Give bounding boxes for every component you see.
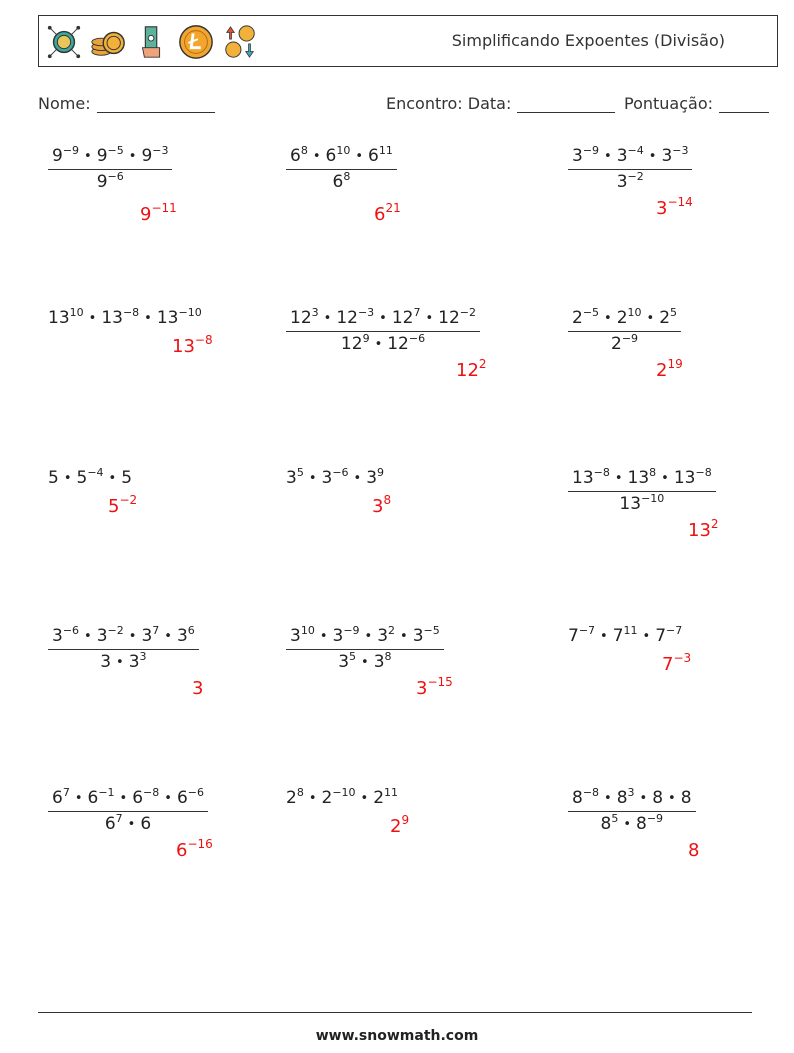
- power-term: $2^5$: [659, 306, 678, 328]
- name-label: Nome:: [38, 94, 91, 113]
- multiply-dot: •: [108, 471, 117, 486]
- multiply-dot: •: [164, 629, 172, 644]
- power-term: $12^9$: [340, 332, 370, 354]
- power-term: $13^{-8}$: [673, 466, 712, 488]
- crypto-coin-network-icon: [45, 23, 83, 61]
- multiply-dot: •: [604, 791, 612, 806]
- denominator: [568, 492, 716, 514]
- answer-power: $2^{19}$: [656, 357, 683, 381]
- power-term: $3^3$: [128, 650, 147, 672]
- numerator: [568, 146, 692, 170]
- fraction: [48, 146, 172, 192]
- power-term: $3^{-9}$: [332, 624, 360, 646]
- multiply-dot: •: [604, 149, 612, 164]
- score-field: [624, 94, 769, 113]
- multiply-dot: •: [128, 149, 137, 164]
- score-label: Pontuação:: [624, 94, 714, 113]
- power-term: $13^8$: [627, 466, 657, 488]
- power-term: $3^{10}$: [290, 624, 315, 646]
- power-term: $3^6$: [176, 624, 195, 646]
- denominator: [48, 170, 172, 192]
- power-term: $9^{-6}$: [96, 170, 124, 192]
- multiply-dot: •: [88, 311, 97, 326]
- numerator-product: [290, 626, 440, 646]
- answer-power: $13^{-8}$: [172, 333, 213, 357]
- footer-url: www.snowmath.com: [315, 1028, 479, 1044]
- answer-power: $6^{-16}$: [176, 837, 213, 861]
- power-term: $7^{11}$: [612, 624, 638, 646]
- power-term: $12^7$: [391, 306, 421, 328]
- expression: [48, 468, 132, 488]
- multiply-dot: •: [648, 149, 657, 164]
- power-term: $6^{10}$: [325, 144, 351, 166]
- denominator: [568, 170, 692, 192]
- numerator-product: [52, 788, 204, 808]
- power-term: $3^{-2}$: [616, 170, 644, 192]
- answer-power: $6^{21}$: [374, 201, 401, 225]
- numerator: [286, 626, 444, 650]
- answer-5: [456, 357, 487, 381]
- power-term: $3^{-4}$: [616, 144, 644, 166]
- answer-power: $12^2$: [456, 357, 487, 381]
- header-box: [38, 15, 778, 67]
- power-term: $7^{-7}$: [655, 624, 683, 646]
- expression: [568, 626, 682, 646]
- answer-power: $5^{-2}$: [108, 493, 138, 517]
- multiply-dot: •: [319, 629, 328, 644]
- power-term: $9^{-3}$: [141, 144, 169, 166]
- multiply-dot: •: [116, 655, 124, 670]
- numerator-product: [572, 308, 677, 328]
- footer-divider: [38, 1012, 752, 1013]
- denominator-product: [97, 172, 124, 192]
- encounter-label: Encontro: Data:: [386, 94, 512, 113]
- denominator-product: [333, 172, 351, 192]
- multiply-dot: •: [360, 791, 369, 806]
- problem-1: [48, 146, 172, 192]
- answer-power: $3^8$: [372, 493, 392, 517]
- multiply-dot: •: [127, 817, 136, 832]
- answer-3: [656, 195, 693, 219]
- multiply-dot: •: [364, 629, 373, 644]
- multiply-dot: •: [74, 791, 83, 806]
- power-term: $3^{-6}$: [321, 466, 349, 488]
- banknote-hand-icon: [133, 23, 171, 61]
- problem-3: [568, 146, 692, 192]
- fraction: [286, 146, 397, 192]
- problem-11: [286, 626, 444, 672]
- multiply-dot: •: [353, 471, 362, 486]
- problem-6: [568, 308, 681, 354]
- power-term: $12^{-3}$: [336, 306, 375, 328]
- power-term: $6^{11}$: [368, 144, 393, 166]
- answer-power: 8: [688, 840, 700, 861]
- problem-15: [568, 788, 696, 834]
- answer-power: $9^{-11}$: [140, 201, 177, 225]
- denominator: [286, 332, 480, 354]
- power-term: $6^{-1}$: [87, 786, 115, 808]
- header-icons: [45, 22, 259, 62]
- denominator: [568, 812, 696, 834]
- problem-12: [568, 626, 682, 646]
- power-term: $6^{-8}$: [132, 786, 160, 808]
- power-term: $2^{-9}$: [611, 332, 639, 354]
- denominator-product: [341, 334, 425, 354]
- problem-4: [48, 308, 202, 328]
- power-term: $6^8$: [332, 170, 351, 192]
- problem-5: [286, 308, 480, 354]
- power-term: 5: [48, 468, 59, 488]
- multiply-dot: •: [604, 311, 612, 326]
- answer-power: $3^{-15}$: [416, 675, 453, 699]
- power-term: 6: [140, 814, 152, 834]
- denominator-product: [601, 814, 664, 834]
- multiply-dot: •: [623, 817, 631, 832]
- numerator-product: [572, 788, 692, 808]
- power-term: $3^{-2}$: [96, 624, 124, 646]
- multiply-dot: •: [614, 471, 623, 486]
- power-term: $6^{-6}$: [176, 786, 204, 808]
- multiply-dot: •: [639, 791, 648, 806]
- power-term: 8: [680, 788, 692, 808]
- multiply-dot: •: [374, 337, 383, 352]
- date-blank[interactable]: [517, 96, 615, 113]
- coin-exchange-icon: [221, 23, 259, 61]
- power-term: $2^{11}$: [373, 786, 399, 808]
- power-term: $9^{-5}$: [96, 144, 124, 166]
- multiply-dot: •: [646, 311, 655, 326]
- answer-power: $3^{-14}$: [656, 195, 693, 219]
- power-term: $6^7$: [104, 812, 123, 834]
- litecoin-icon: [177, 23, 215, 61]
- problem-13: [48, 788, 208, 834]
- problem-14: [286, 788, 398, 808]
- numerator: [568, 308, 681, 332]
- power-term: $9^{-9}$: [52, 144, 80, 166]
- encounter-field: [386, 94, 615, 113]
- power-term: $3^8$: [373, 650, 392, 672]
- power-term: $6^7$: [52, 786, 70, 808]
- multiply-dot: •: [425, 311, 434, 326]
- expression: [286, 468, 384, 488]
- multiply-dot: •: [668, 791, 676, 806]
- multiply-dot: •: [119, 791, 128, 806]
- denominator: [286, 650, 444, 672]
- denominator-product: [617, 172, 644, 192]
- power-term: $8^5$: [600, 812, 619, 834]
- power-term: $3^{-5}$: [412, 624, 440, 646]
- multiply-dot: •: [144, 311, 152, 326]
- power-term: 3: [100, 652, 112, 672]
- denominator: [568, 332, 681, 354]
- power-term: $13^{-10}$: [619, 492, 665, 514]
- fraction: [48, 788, 208, 834]
- power-term: $13^{10}$: [48, 306, 84, 328]
- answer-9: [688, 517, 719, 541]
- power-term: $12^{-2}$: [438, 306, 477, 328]
- fraction: [48, 626, 199, 672]
- numerator-product: [290, 146, 393, 166]
- fraction: [568, 146, 692, 192]
- numerator: [286, 308, 480, 332]
- multiply-dot: •: [63, 471, 72, 486]
- name-blank[interactable]: [97, 96, 215, 113]
- denominator-product: [338, 652, 391, 672]
- problem-9: [568, 468, 716, 514]
- multiply-dot: •: [308, 471, 317, 486]
- problem-10: [48, 626, 199, 672]
- answer-power: 3: [192, 678, 204, 699]
- multiply-dot: •: [355, 149, 363, 164]
- numerator: [48, 626, 199, 650]
- answer-6: [656, 357, 683, 381]
- page-title: Simplificando Expoentes (Divisão): [451, 31, 725, 50]
- multiply-dot: •: [323, 311, 332, 326]
- power-term: $12^{-6}$: [387, 332, 426, 354]
- multiply-dot: •: [128, 629, 137, 644]
- multiply-dot: •: [361, 655, 369, 670]
- power-term: $7^{-7}$: [568, 624, 596, 646]
- answer-4: [172, 333, 213, 357]
- answer-7: [108, 493, 138, 517]
- coin-stack-icon: [89, 23, 127, 61]
- expression: [48, 308, 202, 328]
- numerator-product: [572, 146, 688, 166]
- answer-2: [374, 201, 401, 225]
- power-term: $8^3$: [616, 786, 635, 808]
- multiply-dot: •: [312, 149, 321, 164]
- power-term: $5^{-4}$: [76, 466, 104, 488]
- answer-15: [688, 840, 699, 861]
- power-term: $3^9$: [366, 466, 385, 488]
- power-term: $3^{-9}$: [572, 144, 600, 166]
- power-term: $12^3$: [290, 306, 319, 328]
- power-term: $13^{-10}$: [156, 306, 202, 328]
- answer-8: [372, 493, 392, 517]
- numerator-product: [52, 146, 168, 166]
- expression: [286, 788, 398, 808]
- denominator-product: [611, 334, 638, 354]
- numerator-product: [572, 468, 712, 488]
- power-term: $8^{-9}$: [636, 812, 664, 834]
- power-term: $3^5$: [338, 650, 357, 672]
- power-term: $3^2$: [377, 624, 396, 646]
- multiply-dot: •: [600, 629, 608, 644]
- answer-12: [662, 651, 692, 675]
- numerator: [48, 146, 172, 170]
- denominator-product: [105, 814, 151, 834]
- multiply-dot: •: [661, 471, 669, 486]
- power-term: $2^{-5}$: [572, 306, 600, 328]
- power-term: $3^{-3}$: [661, 144, 689, 166]
- problem-2: [286, 146, 397, 192]
- problem-7: [48, 468, 132, 488]
- name-field: [38, 94, 215, 113]
- fraction: [568, 468, 716, 514]
- multiply-dot: •: [379, 311, 387, 326]
- power-term: $13^{-8}$: [572, 466, 610, 488]
- numerator: [568, 788, 696, 812]
- problem-8: [286, 468, 384, 488]
- answer-1: [140, 201, 177, 225]
- power-term: $3^7$: [141, 624, 160, 646]
- power-term: 5: [121, 468, 133, 488]
- power-term: $3^{-6}$: [52, 624, 80, 646]
- numerator: [568, 468, 716, 492]
- power-term: $2^8$: [286, 786, 304, 808]
- multiply-dot: •: [642, 629, 651, 644]
- power-term: $13^{-8}$: [101, 306, 140, 328]
- fraction: [568, 788, 696, 834]
- numerator: [48, 788, 208, 812]
- power-term: $2^{-10}$: [321, 786, 356, 808]
- power-term: $6^8$: [290, 144, 308, 166]
- denominator: [286, 170, 397, 192]
- multiply-dot: •: [164, 791, 172, 806]
- power-term: $2^{10}$: [616, 306, 642, 328]
- multiply-dot: •: [308, 791, 317, 806]
- multiply-dot: •: [400, 629, 408, 644]
- power-term: $8^{-8}$: [572, 786, 600, 808]
- answer-14: [390, 813, 410, 837]
- denominator-product: [619, 494, 664, 514]
- numerator-product: [290, 308, 476, 328]
- answer-power: $13^2$: [688, 517, 719, 541]
- answer-11: [416, 675, 453, 699]
- power-term: 8: [652, 788, 664, 808]
- answer-10: [192, 678, 203, 699]
- numerator: [286, 146, 397, 170]
- fraction: [286, 626, 444, 672]
- power-term: $3^5$: [286, 466, 304, 488]
- answer-13: [176, 837, 213, 861]
- multiply-dot: •: [84, 149, 92, 164]
- multiply-dot: •: [84, 629, 92, 644]
- fraction: [286, 308, 480, 354]
- answer-power: $2^9$: [390, 813, 410, 837]
- denominator-product: [100, 652, 146, 672]
- fraction: [568, 308, 681, 354]
- denominator: [48, 650, 199, 672]
- score-blank[interactable]: [719, 96, 769, 113]
- denominator: [48, 812, 208, 834]
- numerator-product: [52, 626, 195, 646]
- answer-power: $7^{-3}$: [662, 651, 692, 675]
